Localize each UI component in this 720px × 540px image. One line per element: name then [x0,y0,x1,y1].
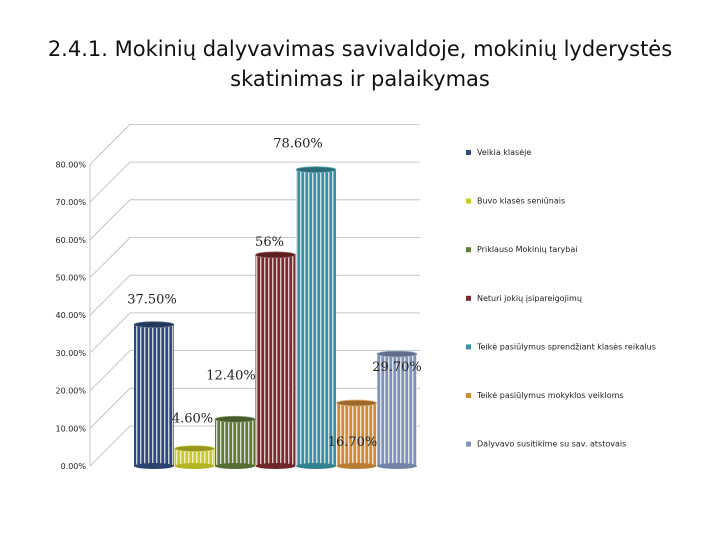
legend-label: Teikė pasiūlymus mokyklos veikloms [477,391,624,400]
legend-item [466,391,624,400]
y-tick-label: 20.00% [55,386,86,396]
gridline [90,200,420,240]
gridline [90,162,420,202]
y-tick-label: 80.00% [55,160,86,170]
bar [175,446,215,469]
bar-top [134,322,174,328]
data-label: 78.60% [273,136,323,152]
data-label: 29.70% [372,360,422,376]
y-tick-label: 0.00% [60,462,86,471]
bar-base [215,463,255,469]
bar-base [134,463,174,469]
bar-top [215,416,255,422]
bar [296,167,336,469]
bar [215,416,255,469]
bar-base [377,463,417,469]
legend-item [466,245,577,254]
legend-label: Veikia klasėje [477,148,532,157]
y-tick-label: 60.00% [55,235,86,245]
legend-label: Buvo klasės seniūnais [477,196,566,206]
bar-top [377,351,417,357]
legend-item [466,342,656,351]
y-tick-label: 30.00% [55,348,86,358]
bar-top [296,167,336,173]
bar-base [175,463,215,469]
legend-item [466,148,531,157]
legend-item [466,294,582,303]
legend-swatch [466,150,471,155]
bar-top [337,400,377,406]
bar-texture [296,170,336,466]
legend-swatch [466,344,471,349]
legend-swatch [466,247,471,252]
bar-texture [134,325,174,466]
data-label: 37.50% [127,292,177,308]
legend-label: Dalyvavo susitikime su sav. atstovais [477,439,627,449]
data-label: 4.60% [171,411,214,427]
gridline [90,124,420,164]
legend-item [466,197,565,206]
y-tick-label: 40.00% [55,311,86,321]
legend-item [466,440,626,449]
bar-texture [215,419,255,466]
bar-texture [256,255,296,466]
bar-top [175,446,215,452]
legend-label: Teikė pasiūlymus sprendžiant klasės reikalus [477,342,656,352]
legend-label: Priklauso Mokinių tarybai [477,245,578,255]
y-tick-label: 50.00% [55,273,86,283]
legend [466,148,656,449]
legend-swatch [466,296,471,301]
legend-swatch [466,199,471,204]
y-tick-label: 70.00% [55,198,86,208]
legend-label: Neturi jokių įsipareigojimų [477,293,582,303]
chart-title-line-2: skatinimas ir palaikymas [230,67,490,91]
data-label: 16.70% [327,435,378,451]
legend-swatch [466,393,471,398]
y-axis-ticks [55,160,86,471]
y-tick-label: 10.00% [55,424,86,434]
bar-base [337,463,377,469]
bar-base [296,463,336,469]
chart-title-line-1: 2.4.1. Mokinių dalyvavimas savivaldoje, mokinių lyderystės [47,37,673,61]
bar-top [256,252,296,258]
bar [256,252,296,469]
data-label: 12.40% [206,368,256,384]
bar-base [256,463,296,469]
legend-swatch [466,442,471,447]
bar [134,322,174,469]
data-label: 56% [255,234,284,250]
